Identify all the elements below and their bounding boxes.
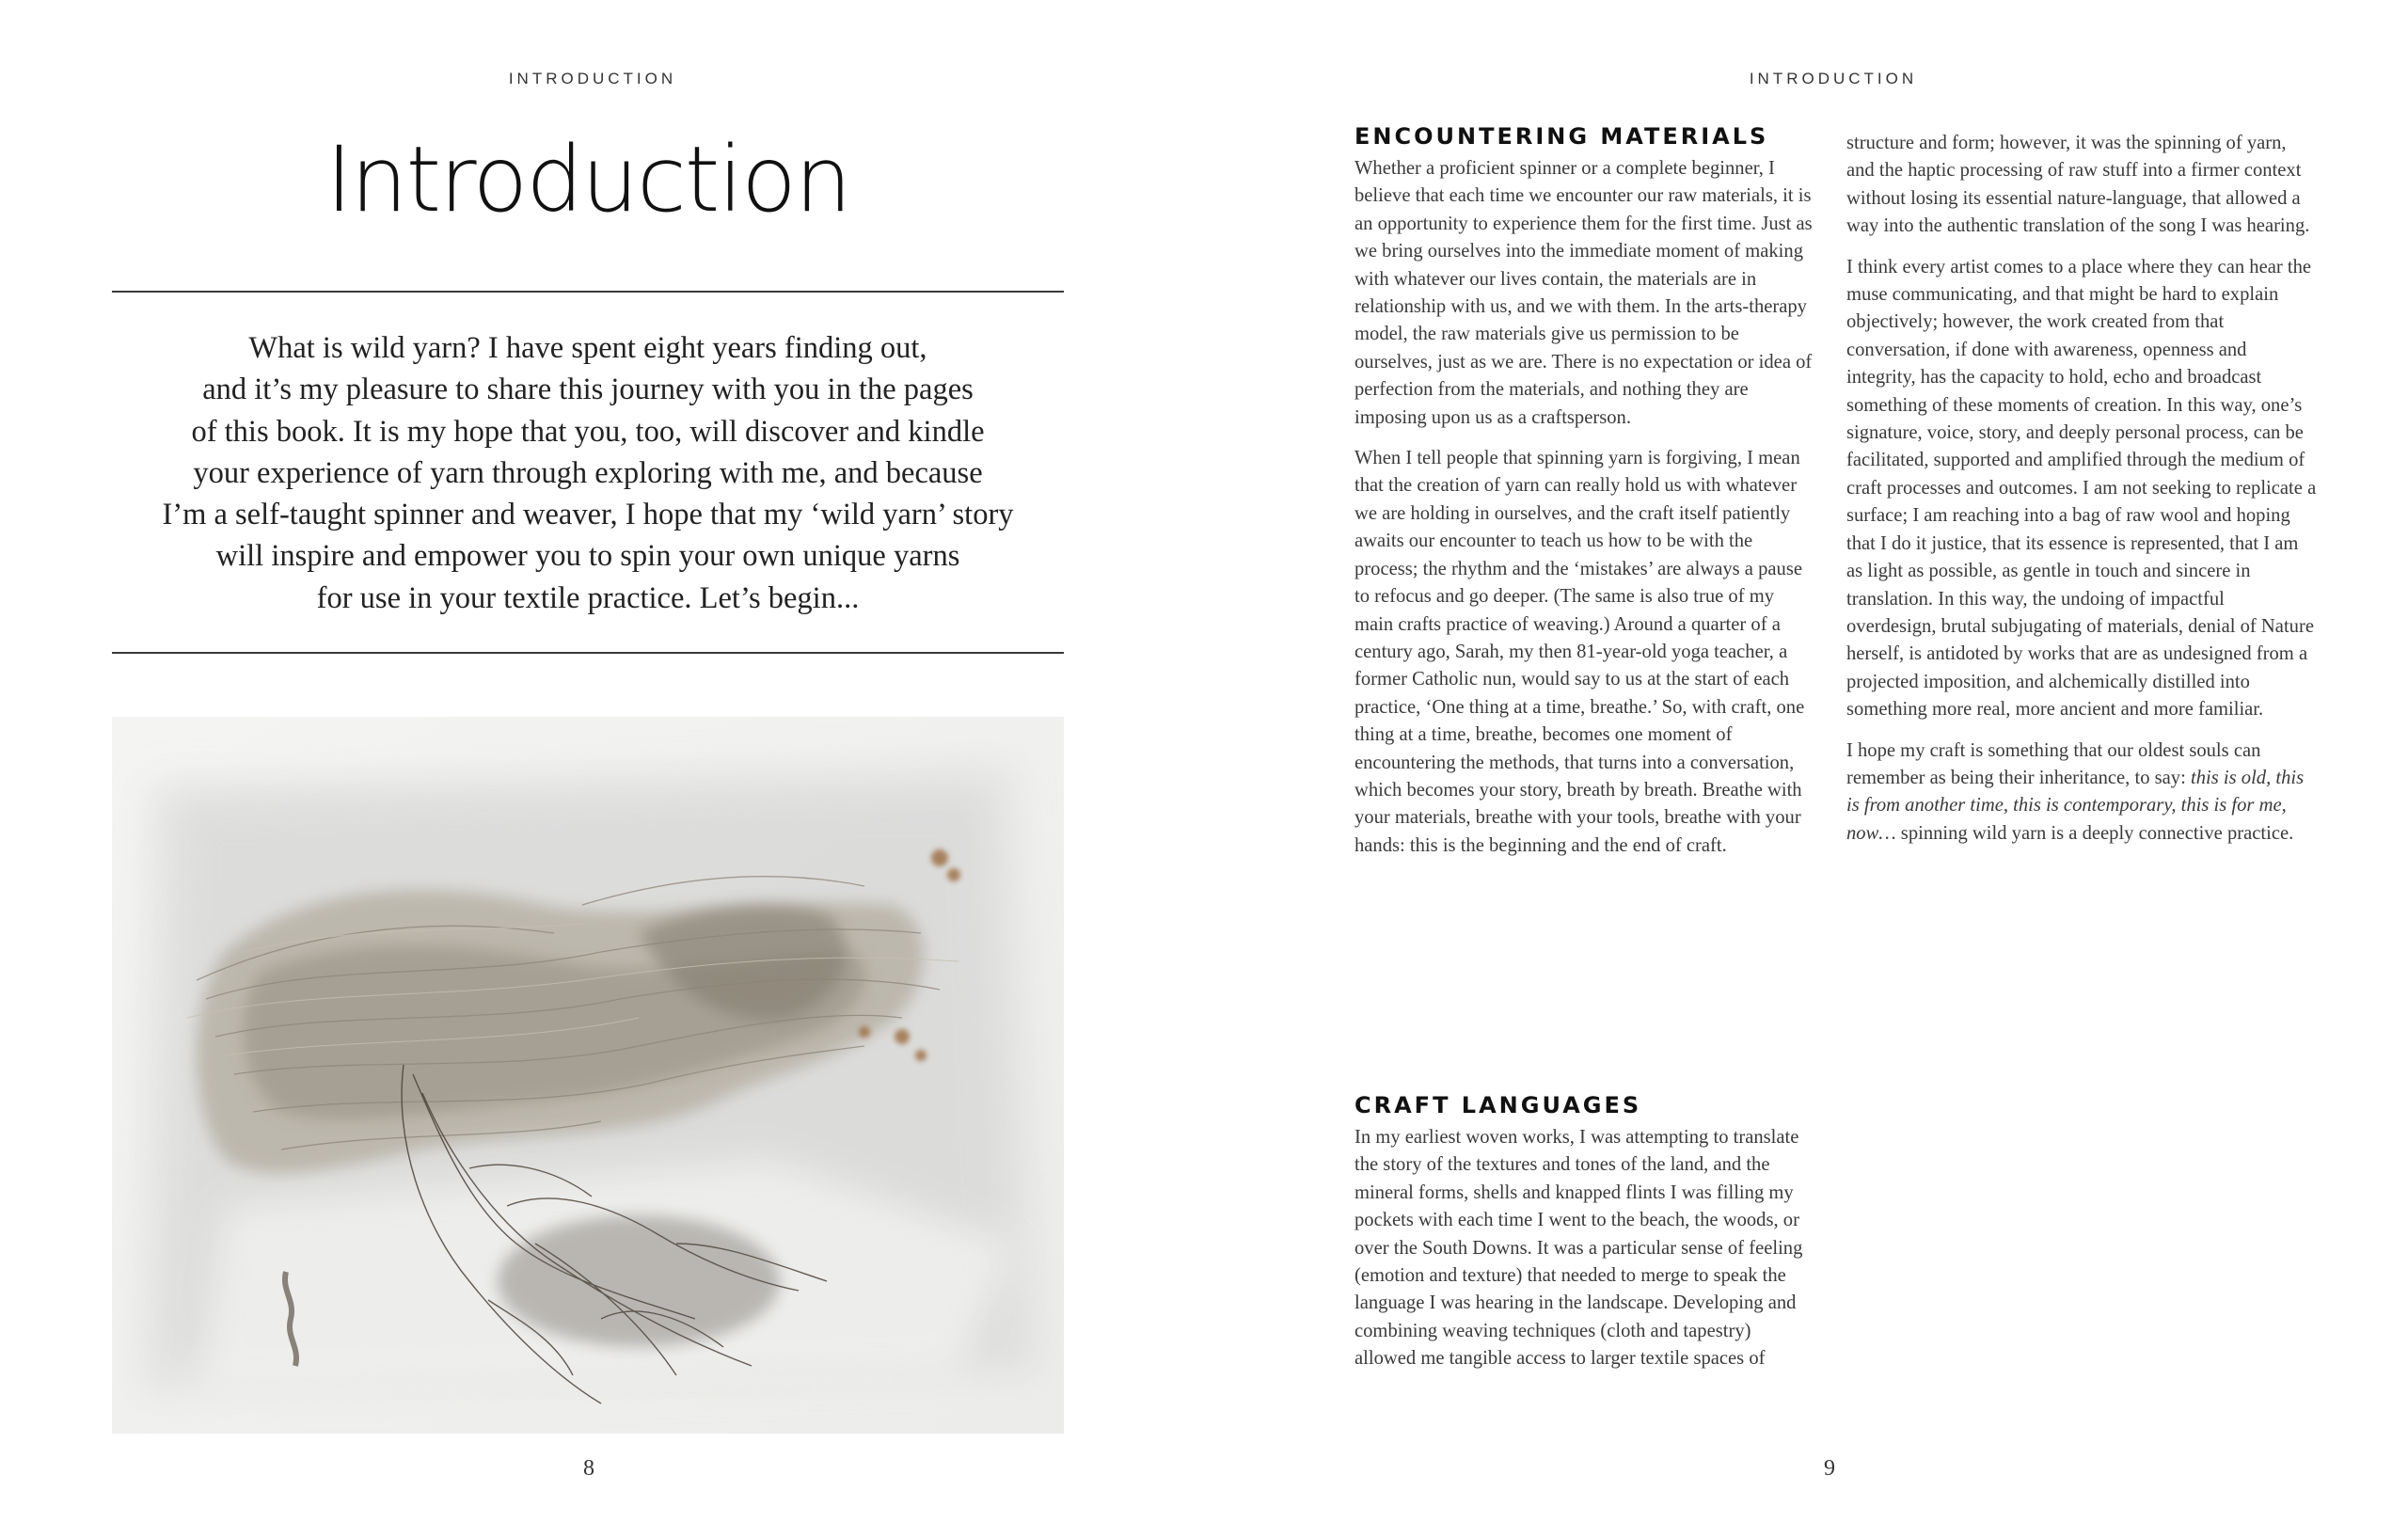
body-paragraph: structure and form; however, it was the spinning of yarn, and the haptic processing of raw stuff into a firmer context without losing its essential nature-language, that allowed a way into the authentic translation of the song I was hearing.	[1846, 133, 2310, 237]
intro-line: What is wild yarn? I have spent eight years finding out,	[248, 331, 927, 365]
running-head-left: INTRODUCTION	[508, 70, 677, 87]
section-encountering-materials	[1354, 122, 1815, 860]
intro-line: I’m a self-taught spinner and weaver, I hope that my ‘wild yarn’ story	[162, 498, 1014, 532]
page-number-right: 9	[1824, 1456, 1835, 1481]
section-craft-languages	[1354, 1091, 1815, 1387]
page-number-left: 8	[583, 1456, 594, 1481]
body-paragraph: When I tell people that spinning yarn is forgiving, I mean that the creation of yarn can really hold us with whatever we are holding in ourselves, and the craft itself patiently awaits our encounter to teach us how to be with the process; the rhythm and the ‘mistakes’ are always a pause to refocus and go deeper. (The same is also true of my main crafts practice of weaving.) Around a quarter of a century ago, Sarah, my then 81-year-old yoga teacher, a former Catholic nun, would say to us at the start of each practice, ‘One thing at a time, breathe.’ So, with craft, one thing at a time, breathe, becomes one moment of encountering the methods, that turns into a conversation, which becomes your story, breath by breath. Breathe with your materials, breathe with your tools, breathe with your hands: this is the beginning and the end of craft.	[1354, 448, 1805, 856]
italic-quote: this is old, this is from another time, this is contemporary, this is for me, now…	[1846, 767, 2305, 844]
raw-wool-illustration	[112, 717, 1064, 1434]
body-paragraph: In my earliest woven works, I was attempting to translate the story of the textures and tones of the land, and the mineral forms, shells and knapped flints I was filling my pockets with each time I went to the beach, the woods, or over the South Downs. It was a particular sense of feeling (emotion and texture) that needed to merge to speak the language I was hearing in the landscape. Developing and combining weaving techniques (cloth and tapestry) allowed me tangible access to larger textile spaces of	[1354, 1127, 1803, 1370]
intro-line: of this book. It is my hope that you, too, will discover and kindle	[191, 414, 985, 449]
intro-line: your experience of yarn through exploring with me, and because	[193, 455, 983, 490]
raw-wool-photo	[112, 717, 1064, 1434]
body-paragraph: I think every artist comes to a place where they can hear the muse communicating, and that might be hard to explain objectively; however, the work created from that conversation, if done with awareness, openness and integrity, has the capacity to hold, echo and broadcast something of these moments of creation. In this way, one’s signature, voice, story, and deeply personal process, can be facilitated, supported and amplified through the medium of craft processes and outcomes. I am not seeking to replicate a surface; I am reaching into a bag of raw wool and hoping that I do it justice, that its essence is represented, that I am as light as possible, as gentle in touch and sincere in translation. In this way, the undoing of impactful overdesign, brutal subjugating of materials, denial of Nature herself, is antidoted by works that are as undesigned from a projected imposition, and alchemically distilled into something more real, more ancient and more familiar.	[1846, 256, 2317, 721]
intro-line: will inspire and empower you to spin your own unique yarns	[215, 539, 960, 574]
section-heading: ENCOUNTERING MATERIALS	[1354, 123, 1769, 150]
body-paragraph	[1846, 737, 2317, 848]
section-heading: CRAFT LANGUAGES	[1354, 1092, 1642, 1118]
divider-bottom	[112, 652, 1064, 654]
right-text-column	[1846, 130, 2317, 848]
intro-line: and it’s my pleasure to share this journey with you in the pages	[202, 373, 974, 407]
running-head-right: INTRODUCTION	[1749, 70, 1918, 87]
paragraph-text: I hope my craft is something that our oldest souls can remember as being their inheritance, to say:	[1846, 739, 2261, 788]
divider-top	[112, 291, 1064, 293]
intro-line: for use in your textile practice. Let’s begin...	[316, 580, 860, 615]
intro-paragraph	[112, 327, 1064, 619]
body-paragraph: Whether a proficient spinner or a complete beginner, I believe that each time we encounter our raw materials, it is an opportunity to experience them for the first time. Just as we bring ourselves into the immediate moment of making with whatever our lives contain, the materials are in relationship with us, and we with them. In the arts-therapy model, the raw materials give us permission to be ourselves, just as we are. There is no expectation or idea of perfection from the materials, and nothing they are imposing upon us as a craftsperson.	[1354, 158, 1813, 428]
page-title: Introduction	[325, 127, 850, 232]
paragraph-text: spinning wild yarn is a deeply connective practice.	[1895, 822, 2294, 844]
